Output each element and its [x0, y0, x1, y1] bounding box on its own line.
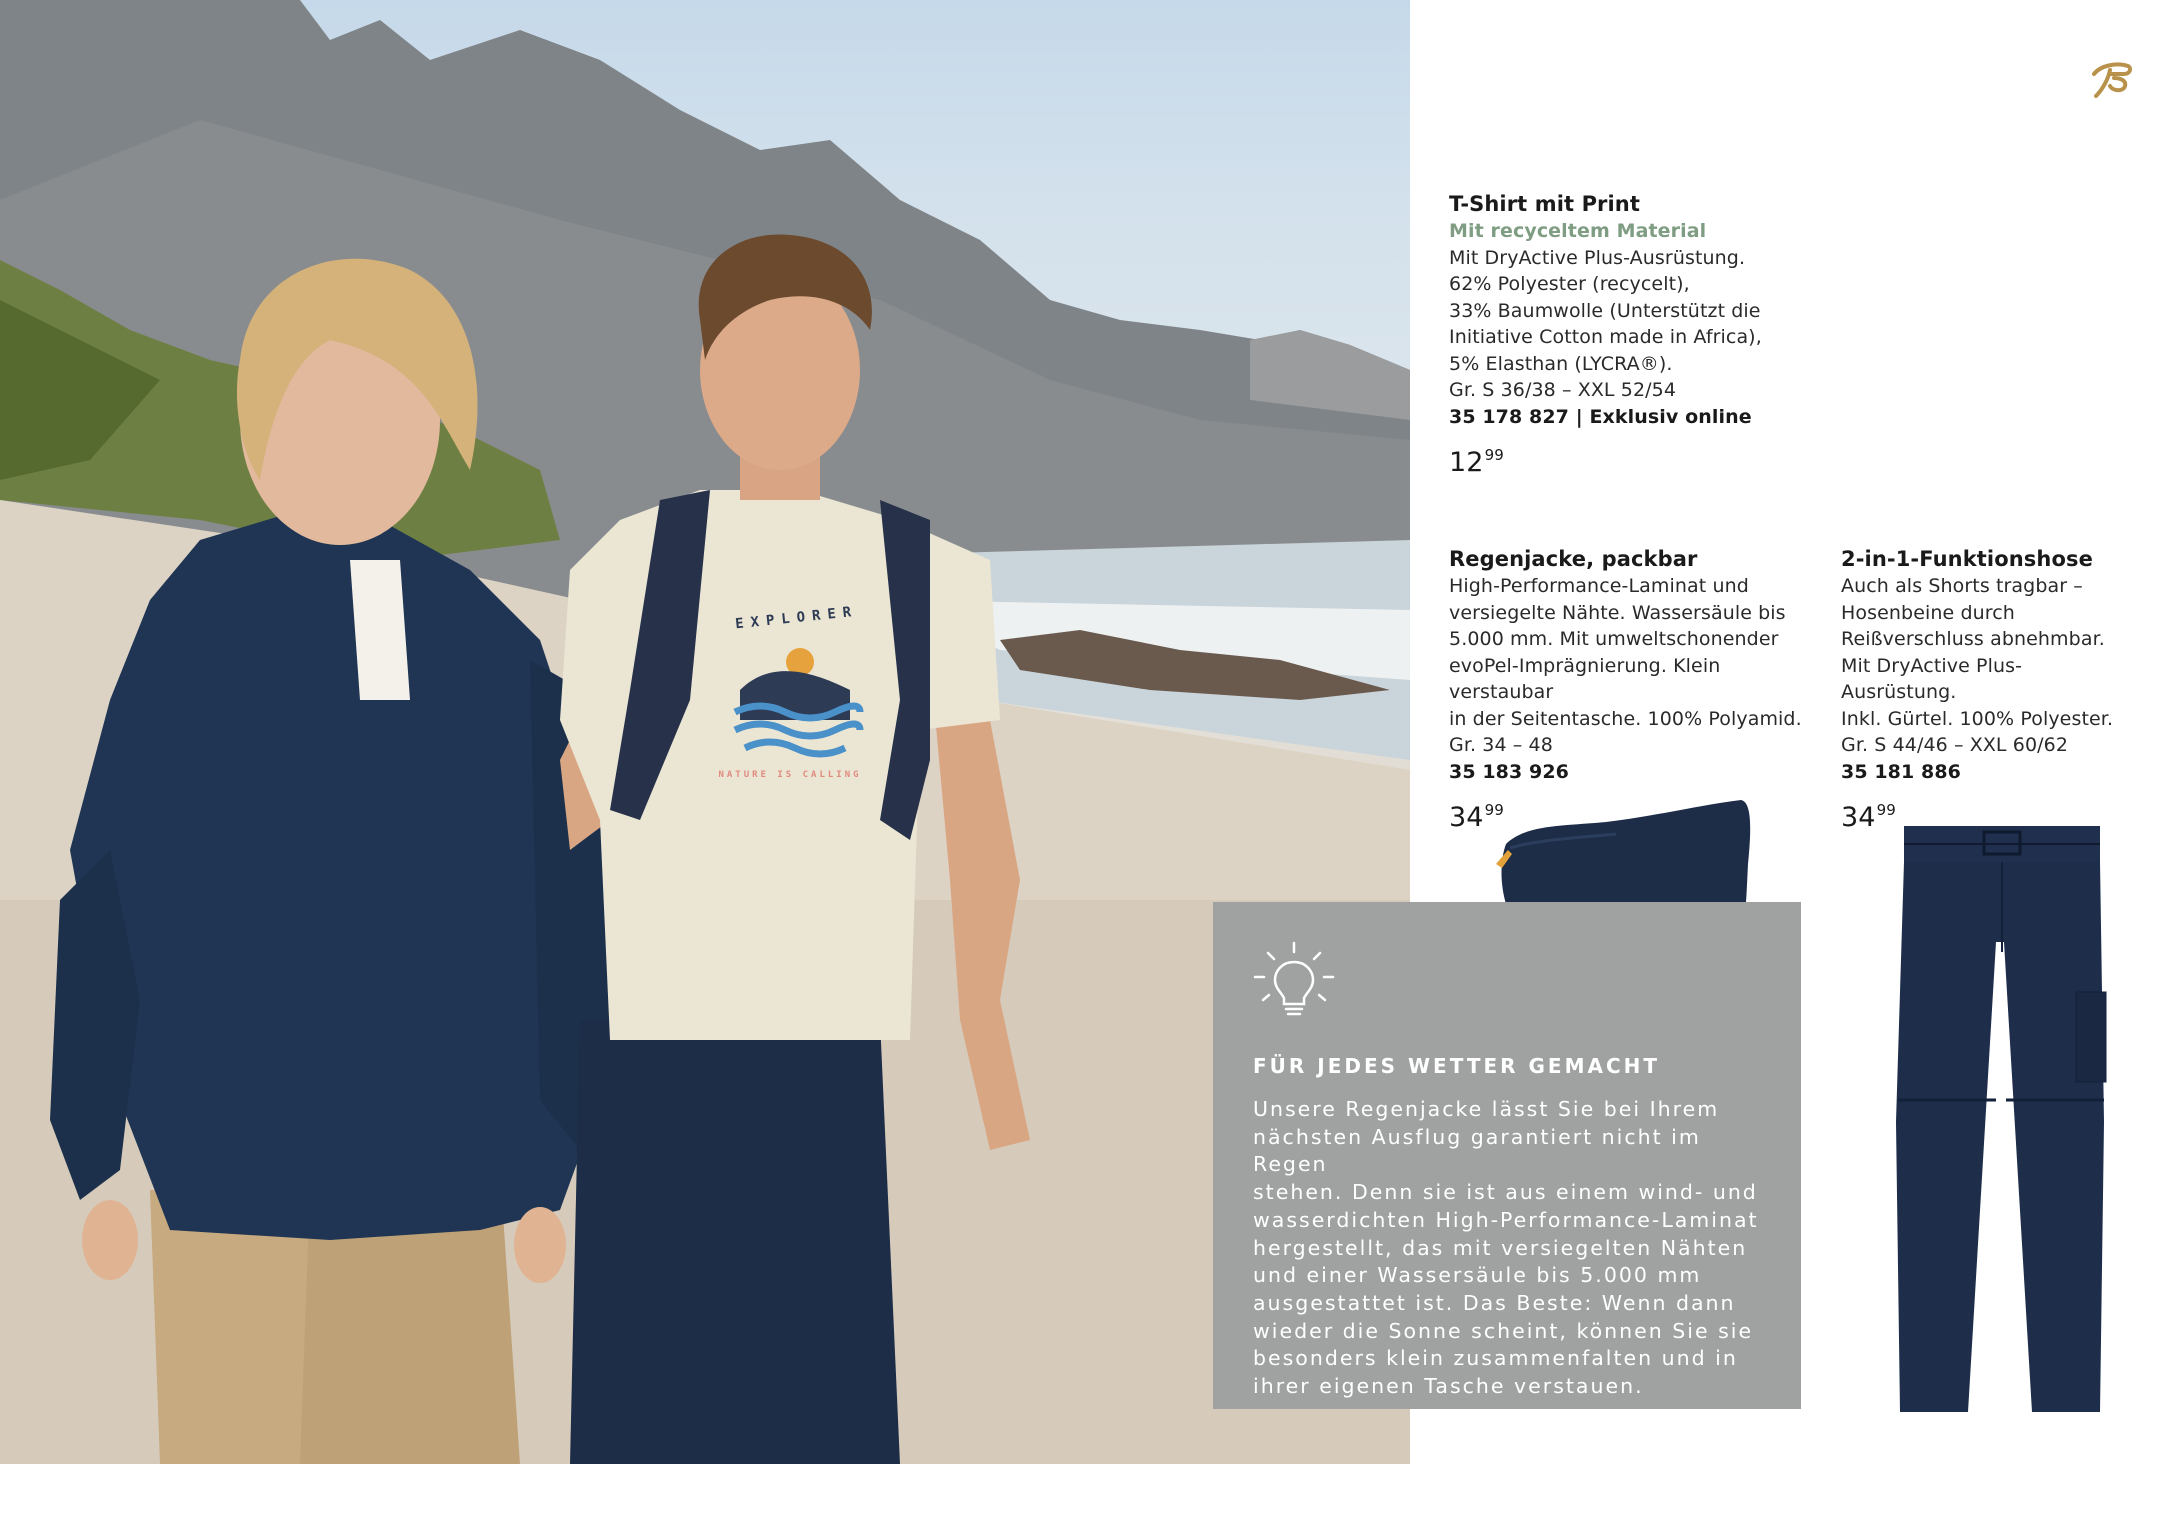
- price-main: 34: [1841, 802, 1876, 833]
- info-heading: FÜR JEDES WETTER GEMACHT: [1253, 1054, 1661, 1078]
- lightbulb-icon: [1253, 940, 1335, 1022]
- product-pants: [1841, 545, 2131, 833]
- tshirt-print-top-text: EXPLORER: [734, 603, 859, 633]
- product-article-number: 35 178 827 | Exklusiv online: [1449, 405, 1752, 428]
- product-description: Auch als Shorts tragbar – Hosenbeine durch Reißverschluss abnehmbar. Mit DryActive Plus-Ausrüstung. Inkl. Gürtel. 100% Polyester. Gr. S 44/46 – XXL 60/62: [1841, 575, 2114, 756]
- product-description: Mit DryActive Plus-Ausrüstung. 62% Polyester (recycelt), 33% Baumwolle (Unterstützt die Initiative Cotton made in Africa), 5% Elasthan (LYCRA®). Gr. S 36/38 – XXL 52/54: [1449, 246, 1762, 401]
- product-article-number: 35 183 926: [1449, 760, 1569, 783]
- zip-off-pants-image: [1892, 822, 2110, 1418]
- product-title: 2-in-1-Funktionshose: [1841, 547, 2093, 571]
- price-main: 12: [1449, 447, 1484, 478]
- tshirt-print-bottom-text: NATURE IS CALLING: [718, 770, 862, 780]
- info-box: [1213, 902, 1801, 1409]
- product-description: High-Performance-Laminat und versiegelte Nähte. Wassersäule bis 5.000 mm. Mit umweltschonender evoPel-Imprägnierung. Klein verstaubar in der Seitentasche. 100% Polyamid. Gr. 34 – 48: [1449, 575, 1802, 756]
- product-title: Regenjacke, packbar: [1449, 547, 1698, 571]
- product-title: T-Shirt mit Print: [1449, 192, 1640, 216]
- price-cents: 99: [1876, 801, 1896, 819]
- product-price: [1449, 440, 1789, 478]
- product-jacket: [1449, 545, 1809, 833]
- product-article-number: 35 181 886: [1841, 760, 1961, 783]
- price-main: 34: [1449, 802, 1484, 833]
- product-tshirt: [1449, 190, 1789, 478]
- product-subtitle: Mit recyceltem Material: [1449, 220, 1707, 242]
- price-cents: 99: [1484, 446, 1504, 464]
- price-cents: 99: [1484, 801, 1504, 819]
- info-body-text: Unsere Regenjacke lässt Sie bei Ihrem nächsten Ausflug garantiert nicht im Regen stehen. Denn sie ist aus einem wind- und wasserdichten High-Performance-Laminat hergestellt, das mit versiegelten Nähten und einer Wassersäule bis 5.000 mm ausgestattet ist. Das Beste: Wenn dann wieder die Sonne scheint, können Sie sie besonders klein zusammenfalten und in ihrer eigenen Tasche verstauen.: [1253, 1097, 1759, 1399]
- tchibo-logo-icon: [2088, 56, 2136, 104]
